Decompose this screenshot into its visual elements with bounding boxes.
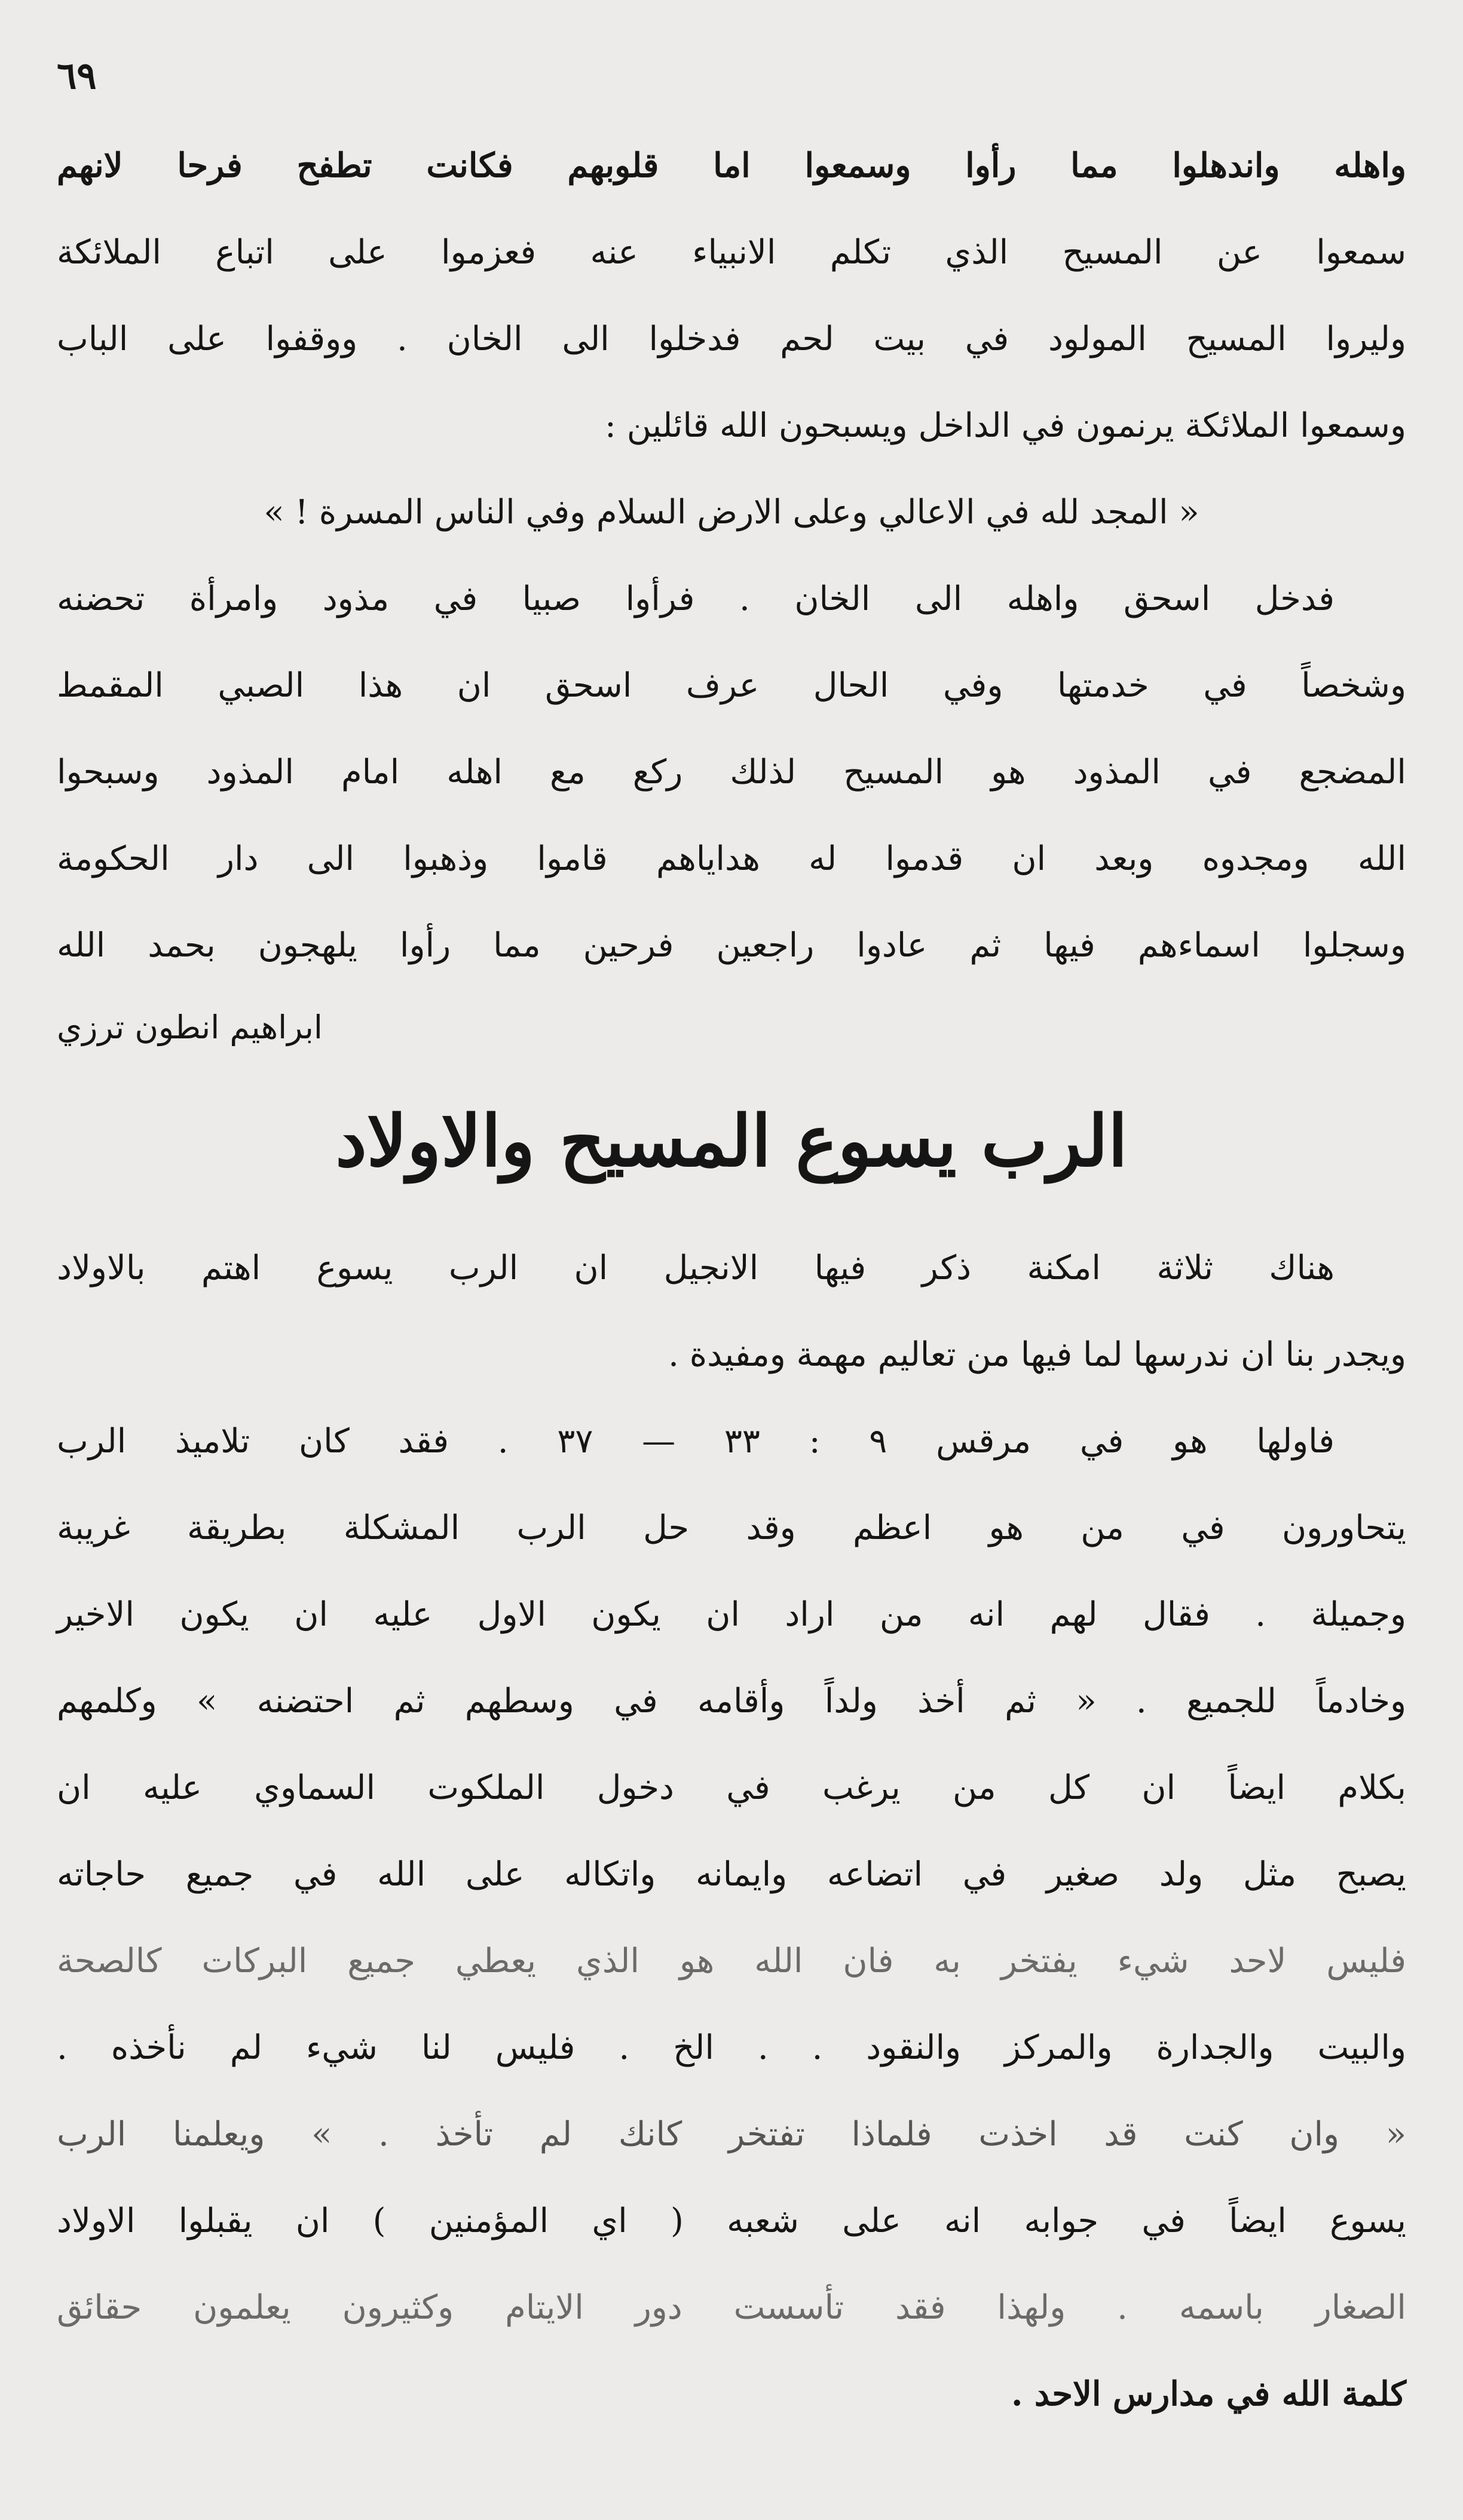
story-line-2: سمعوا عن المسيح الذي تكلم الانبياء عنه فعزموا على اتباع الملائكة — [57, 233, 1407, 272]
story-line-6: فدخل اسحق واهله الى الخان . فرأوا صبيا في مذود وامرأة تحضنه — [57, 580, 1335, 618]
article-line-12: يسوع ايضاً في جوابه انه على شعبه ( اي المؤمنين ) ان يقبلوا الاولاد — [57, 2202, 1406, 2240]
story-line-7: وشخصاً في خدمتها وفي الحال عرف اسحق ان هذا الصبي المقمط — [57, 666, 1406, 705]
page-content — [57, 122, 1406, 2438]
story-author: ابراهيم انطون ترزي — [57, 1008, 323, 1046]
story-ending — [57, 122, 1406, 1066]
article-line-10: والبيت والجدارة والمركز والنقود . . الخ . فليس لنا شيء لم نأخذه . — [57, 2028, 1406, 2067]
article-line-11: « وان كنت قد اخذت فلماذا تفتخر كانك لم تأخذ . » ويعلمنا الرب — [57, 2115, 1406, 2154]
page-number: ٦٩ — [57, 54, 97, 97]
story-line-5-quote: « المجد لله في الاعالي وعلى الارض السلام وفي الناس المسرة ! » — [264, 493, 1199, 532]
article-line-14: كلمة الله في مدارس الاحد . — [1011, 2374, 1406, 2414]
article-line-13: الصغار باسمه . ولهذا فقد تأسست دور الايتام وكثيرون يعلمون حقائق — [57, 2288, 1406, 2327]
article-line-8: يصبح مثل ولد صغير في اتضاعه وايمانه واتكاله على الله في جميع حاجاته — [57, 1855, 1406, 1894]
article-line-4: يتحاورون في من هو اعظم وقد حل الرب المشكلة بطريقة غريبة — [57, 1509, 1406, 1547]
article-line-3: فاولها هو في مرقس ٩ : ٣٣ — ٣٧ . فقد كان تلاميذ الرب — [57, 1422, 1335, 1461]
story-line-8: المضجع في المذود هو المسيح لذلك ركع مع اهله امام المذود وسبحوا — [57, 753, 1406, 792]
story-line-10: وسجلوا اسماءهم فيها ثم عادوا راجعين فرحين مما رأوا يلهجون بحمد الله — [57, 926, 1406, 965]
article-line-5: وجميلة . فقال لهم انه من اراد ان يكون الاول عليه ان يكون الاخير — [57, 1595, 1406, 1634]
story-line-3: وليروا المسيح المولود في بيت لحم فدخلوا الى الخان . ووقفوا على الباب — [57, 320, 1406, 358]
story-line-4: وسمعوا الملائكة يرنمون في الداخل ويسبحون الله قائلين : — [605, 406, 1406, 445]
article-line-9: فليس لاحد شيء يفتخر به فان الله هو الذي يعطي جميع البركات كالصحة — [57, 1942, 1407, 1981]
story-line-1: واهله واندهلوا مما رأوا وسمعوا اما قلوبهم فكانت تطفح فرحا لانهم — [57, 146, 1406, 185]
article-line-2: ويجدر بنا ان ندرسها لما فيها من تعاليم مهمة ومفيدة . — [668, 1335, 1406, 1374]
article-line-6: وخادماً للجميع . « ثم أخذ ولداً وأقامه في وسطهم ثم احتضنه » وكلمهم — [57, 1682, 1406, 1721]
article-title: الرب يسوع المسيح والاولاد — [335, 1099, 1128, 1182]
story-line-9: الله ومجدوه وبعد ان قدموا له هداياهم قاموا وذهبوا الى دار الحكومة — [57, 839, 1406, 878]
article-line-7: بكلام ايضاً ان كل من يرغب في دخول الملكوت السماوي عليه ان — [57, 1768, 1406, 1807]
article-body — [57, 1225, 1406, 2438]
article-line-1: هناك ثلاثة امكنة ذكر فيها الانجيل ان الرب يسوع اهتم بالاولاد — [57, 1249, 1335, 1287]
